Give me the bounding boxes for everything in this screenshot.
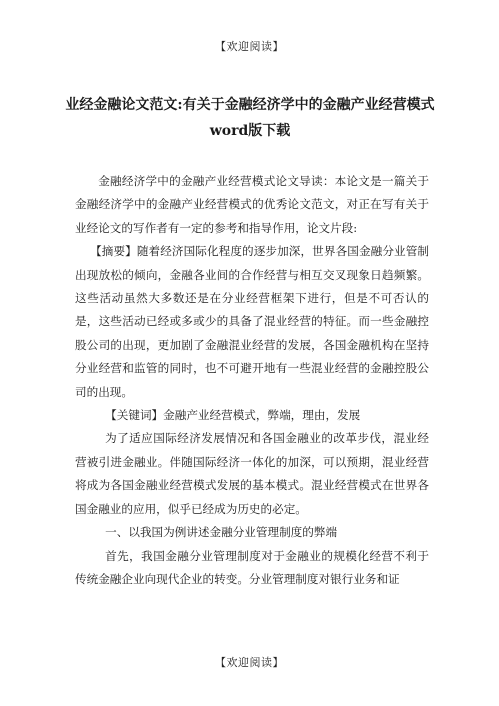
body-paragraph-2: 首先，我国金融分业管理制度对于金融业的规模化经营不利于传统金融企业向现代企业的转变。分业管理制度对银行业务和证 <box>75 548 429 586</box>
keywords-line: 【关键词】金融产业经营模式，弊端，理由，发展 <box>105 408 361 423</box>
document-title: 业经金融论文范文:有关于金融经济学中的金融产业经营模式word版下载 <box>65 97 435 139</box>
document-body <box>75 170 429 591</box>
abstract-paragraph: 【摘要】随着经济国际化程度的逐步加深，世界各国金融分业管制出现放松的倾向，金融各业间的合作经营与相互交叉现象日趋频繁。这些活动虽然大多数还是在分业经营框架下进行，但是不可否认的是，这些活动已经或多或少的具备了混业经营的特征。而一些金融控股公司的出现，更加剧了金融混业经营的发展，各国金融机构在坚持分业经营和监管的同时，也不可避开地有一些混业经营的金融控股公司的出现。 <box>75 244 429 399</box>
footer-banner: 【欢迎阅读】 <box>215 656 284 669</box>
intro-paragraph: 金融经济学中的金融产业经营模式论文导读：本论文是一篇关于金融经济学中的金融产业经营模式的优秀论文范文，对正在写有关于业经论文的写作者有一定的参考和指导作用，论文片段: <box>75 174 429 235</box>
section-heading: 一、以我国为例讲述金融分业管理制度的弊端 <box>105 525 338 540</box>
header-banner: 【欢迎阅读】 <box>215 40 284 53</box>
body-paragraph-1: 为了适应国际经济发展情况和各国金融业的改革步伐，混业经营被引进金融业。伴随国际经济一体化的加深，可以预期，混业经营将成为各国金融业经营模式发展的基本模式。混业经营模式在世界各国金融业的应用，似乎已经成为历史的必定。 <box>75 431 429 516</box>
